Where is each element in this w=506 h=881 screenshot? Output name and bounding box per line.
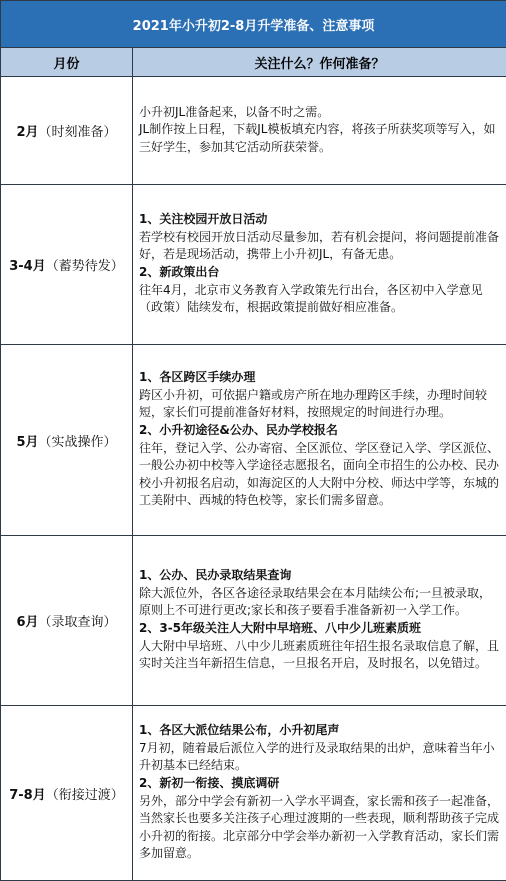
month-cell: 3-4月（蓄势待发） [1, 185, 133, 345]
month-cell: 7-8月（衔接过渡） [1, 706, 133, 881]
table-row [1, 77, 506, 185]
content-line: 若学校有校园开放日活动尽量参加，若有机会提问，将问题提前准备好，若是现场活动，携带上小升初JL，有备无患。 [139, 229, 502, 264]
content-line: 人大附中早培班、八中少儿班素质班往年招生报名录取信息了解，且实时关注当年新招生信息，一旦报名开启，及时报名，以免错过。 [139, 638, 502, 673]
section-heading: 1、各区跨区手续办理 [139, 369, 502, 387]
section-heading: 2、新初一衔接、摸底调研 [139, 775, 502, 793]
title-row [1, 1, 506, 48]
content-line: 7月初，随着最后派位入学的进行及录取结果的出炉，意味着当年小升初基本已经结束。 [139, 740, 502, 775]
header-content: 关注什么？作何准备？ [133, 48, 506, 77]
content-cell [133, 77, 506, 185]
content-cell [133, 536, 506, 706]
content-line: JL制作按上日程，下载JL模板填充内容，将孩子所获奖项等写入，如三好学生，参加其它活动所获荣誉。 [139, 121, 502, 156]
content-cell [133, 706, 506, 881]
content-line: 往年，登记入学、公办寄宿、全区派位、学区登记入学、学区派位、一般公办初中校等入学途径志愿报名，面向全市招生的公办校、民办校小升初报名启动，如海淀区的人大附中分校、师达中学等，东城的工美附中、西城的特色校等，家长们需多留意。 [139, 440, 502, 510]
content-cell [133, 345, 506, 536]
section-heading: 1、各区大派位结果公布，小升初尾声 [139, 722, 502, 740]
table-row [1, 706, 506, 881]
month-cell: 6月（录取查询） [1, 536, 133, 706]
table-title: 2021年小升初2-8月升学准备、注意事项 [1, 1, 506, 48]
content-cell [133, 185, 506, 345]
header-month: 月份 [1, 48, 133, 77]
table-row [1, 536, 506, 706]
header-row [1, 48, 506, 77]
table-row [1, 345, 506, 536]
content-line: 往年4月，北京市义务教育入学政策先行出台，各区初中入学意见（政策）陆续发布，根据政策提前做好相应准备。 [139, 282, 502, 317]
month-cell: 2月（时刻准备） [1, 77, 133, 185]
month-cell: 5月（实战操作） [1, 345, 133, 536]
section-heading: 1、公办、民办录取结果查询 [139, 567, 502, 585]
content-line: 小升初JL准备起来，以备不时之需。 [139, 104, 502, 122]
section-heading: 1、关注校园开放日活动 [139, 211, 502, 229]
section-heading: 2、3-5年级关注人大附中早培班、八中少儿班素质班 [139, 620, 502, 638]
content-line: 跨区小升初，可依据户籍或房产所在地办理跨区手续，办理时间较短，家长们可提前准备好材料，按照规定的时间进行办理。 [139, 387, 502, 422]
content-line: 除大派位外，各区各途径录取结果会在本月陆续公布;一旦被录取，原则上不可进行更改;家长和孩子要看手准备新初一入学工作。 [139, 585, 502, 620]
table-row [1, 185, 506, 345]
section-heading: 2、小升初途径&公办、民办学校报名 [139, 422, 502, 440]
content-line: 另外，部分中学会有新初一入学水平调查，家长需和孩子一起准备，当然家长也要多关注孩子心理过渡期的一些表现，顺利帮助孩子完成小升初的衔接。北京部分中学会举办新初一入学教育活动，家长们需多加留意。 [139, 793, 502, 863]
section-heading: 2、新政策出台 [139, 264, 502, 282]
